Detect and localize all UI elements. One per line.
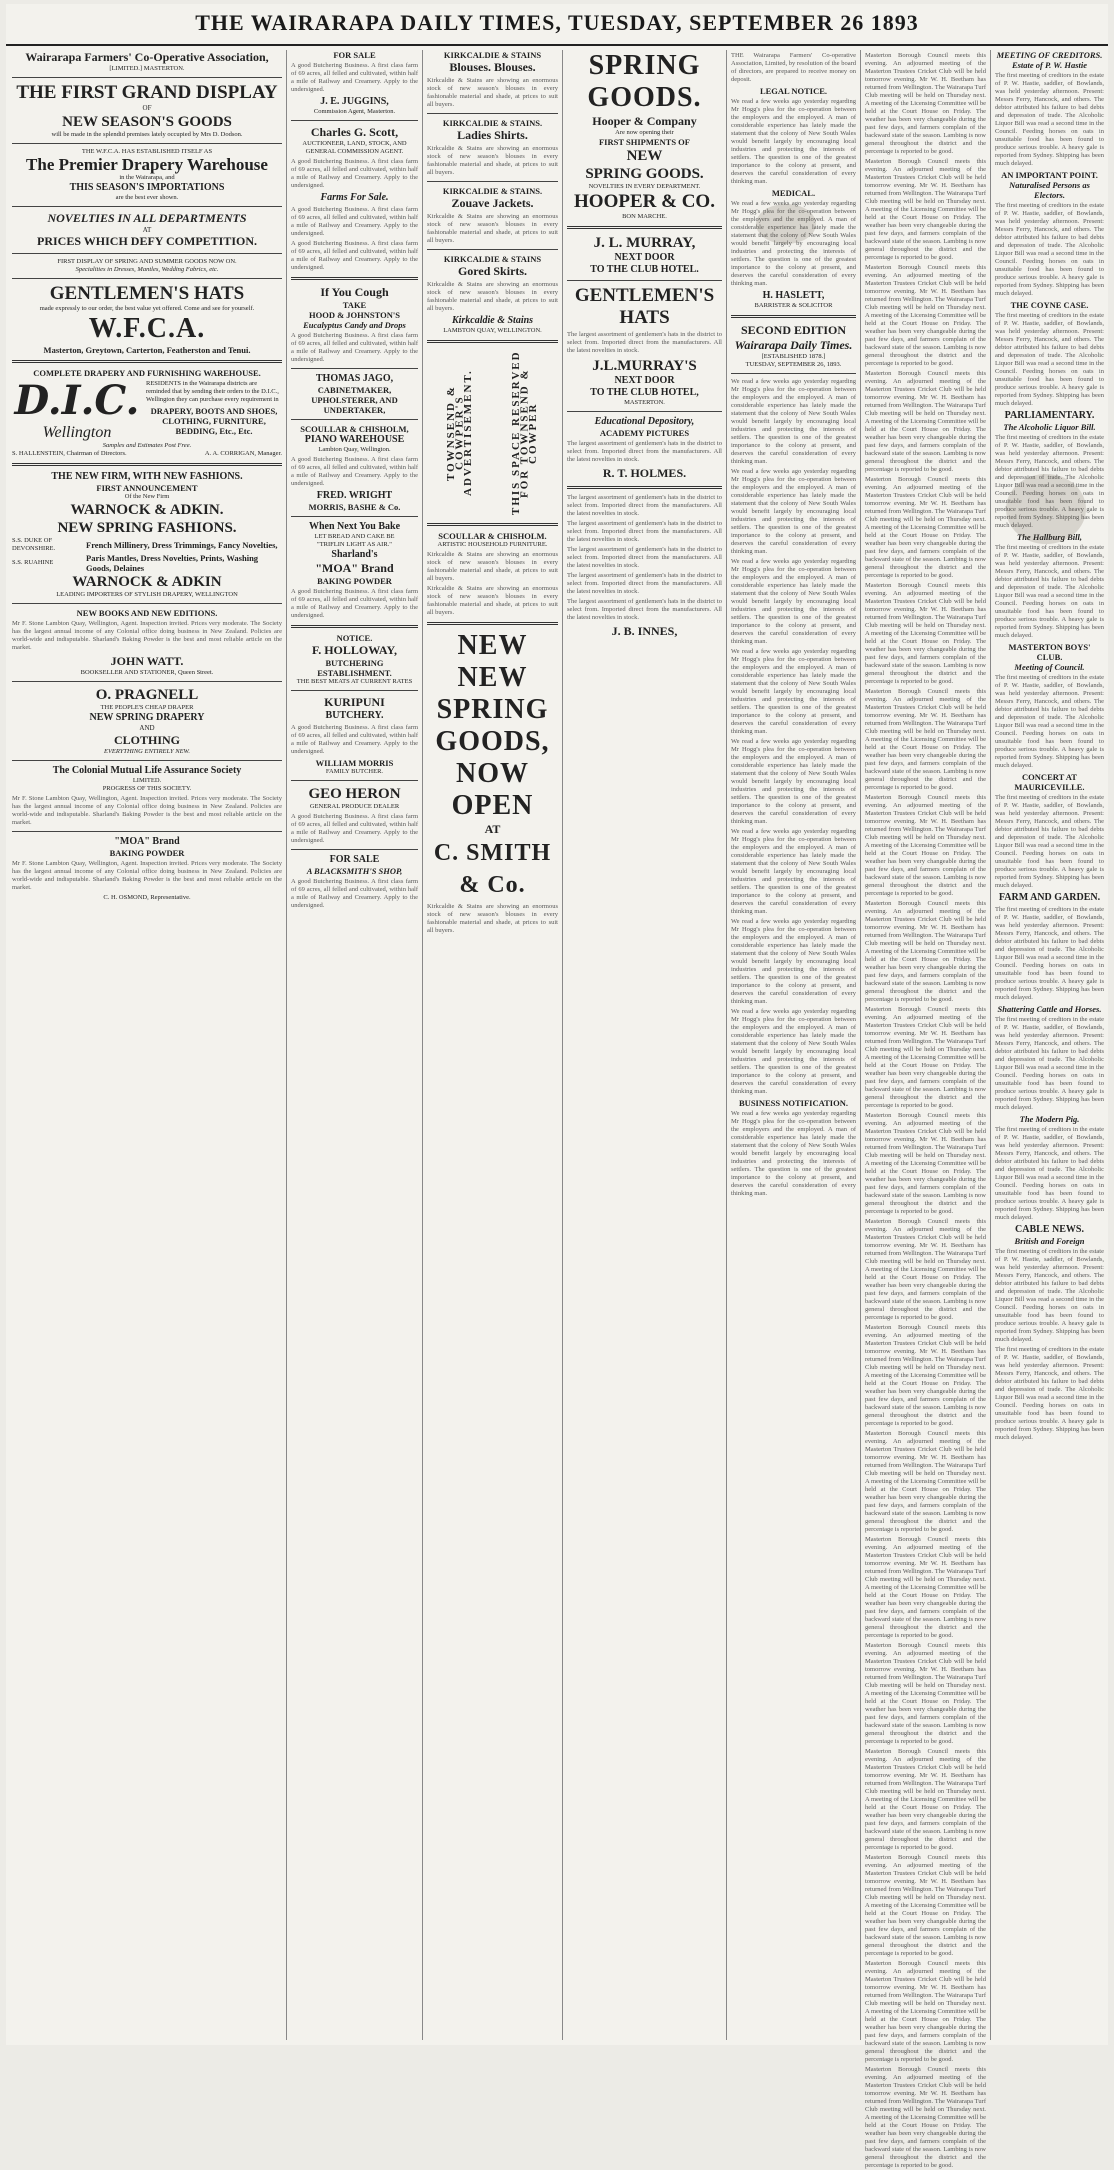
leading-importers: LEADING IMPORTERS OF STYLISH DRAPERY, WELLINGTON [56,591,238,599]
ladies-shirts: Ladies Shirts. [457,128,528,142]
new-2: NEW [457,662,528,693]
when-next-bake: When Next You Bake [308,521,401,532]
gentlemens-hats-col4: GENTLEMEN'S HATS [574,285,715,328]
new-col4: NEW [626,148,663,164]
first-shipments: FIRST SHIPMENTS OF [598,137,690,147]
meeting-council: Meeting of Council. [1014,662,1085,672]
eucalyptus: Eucalyptus Candy and Drops [303,320,406,330]
space-reserved: THIS SPACE RESERVED FOR TOWNSEND & COWPER [510,350,540,516]
column-3 [423,50,563,2040]
leader-2: We read a few weeks ago yesterday regarding Mr Hogg's plea for the co-operation between the employers and the employed. A man of considerable experience has lately made the statement that the colony of New South Wales would benefit largely by encouraging local industries and protecting the interests of settlers. The question is one of the greatest importance to the colony at present, and deserves the careful consideration of every thinking man. [731,468,856,555]
season-sub: will be made in the splendid premises lately occupied by Mrs D. Dodson. [51,130,243,138]
leader-3: We read a few weeks ago yesterday regarding Mr Hogg's plea for the co-operation between the employers and the employed. A man of considerable experience has lately made the statement that the colony of New South Wales would benefit largely by encouraging local industries and protecting the interests of settlers. The question is one of the greatest importance to the colony at present, and deserves the careful consideration of every thinking man. [731,558,856,645]
lambton-col3: LAMBTON QUAY, WELLINGTON. [443,327,542,334]
thomas-jago: THOMAS JAGO, [315,373,394,384]
haslett: H. HASLETT, [762,290,825,301]
books-text: Mr F. Stone Lambton Quay, Wellington, Agent. Inspection invited. Prices very moderate. The Society has the largest annual income of any Colonial office doing business in New Zealand. Policies are world-wide and indisputable. Sharland's Baking Powder is the best and most reliable article on the market. [12,620,282,652]
holloway: F. HOLLOWAY, [311,643,398,657]
baking-text-col2: A good Butchering Business. A first class farm of 69 acres, all felled and cultivated, within half a mile of Railway and Creamery. Apply to the undersigned. [291,588,418,619]
shattering-text: The first meeting of creditors in the estate of P. W. Hastie, saddler, of Bowlands, was held yesterday afternoon. Present: Messrs Ferry, Hancock, and others. The debtor attributed his failure to bad debts and depression of trade. The Alcoholic Liquor Bill was read a second time in the Council. Feeding horses on oats in unsuitable food has been found to produce serious trouble. A heavy gale is reported from Sydney. Shipping has been much delayed. [995,1016,1104,1111]
news-7: Masterton Borough Council meets this evening. An adjourned meeting of the Masterton Trustees Cricket Club will be held tomorrow evening. Mr W. H. Beetham has returned from Wellington. The Wairarapa Turf Club meeting will be held on Thursday next. A meeting of the Licensing Committee will be held at the Court House on Friday. The weather has been very changeable during the past few days, and farmers complain of the backward state of the season. Lambing is now general throughout the district and the percentage is reported to be good. [865,688,986,791]
first-spring: FIRST DISPLAY OF SPRING AND SUMMER GOODS NOW ON. [57,258,237,266]
boys-text: The first meeting of creditors in the estate of P. W. Hastie, saddler, of Bowlands, was held yesterday afternoon. Present: Messrs Ferry, Hancock, and others. The debtor attributed his failure to bad debts and depression of trade. The Alcoholic Liquor Bill was read a second time in the Council. Feeding horses on oats in unsuitable food has been found to produce serious trouble. A heavy gale is reported from Sydney. Shipping has been much delayed. [995,674,1104,769]
news-16: Masterton Borough Council meets this evening. An adjourned meeting of the Masterton Trustees Cricket Club will be held tomorrow evening. Mr W. H. Beetham has returned from Wellington. The Wairarapa Turf Club meeting will be held on Thursday next. A meeting of the Licensing Committee will be held at the Court House on Friday. The weather has been very changeable during the past few days, and farmers complain of the backward state of the season. Lambing is now general throughout the district and the percentage is reported to be good. [865,1642,986,1745]
club-hotel: TO THE CLUB HOTEL. [590,264,699,275]
news-6: Masterton Borough Council meets this evening. An adjourned meeting of the Masterton Trustees Cricket Club will be held tomorrow evening. Mr W. H. Beetham has returned from Wellington. The Wairarapa Turf Club meeting will be held on Thursday next. A meeting of the Licensing Committee will be held at the Court House on Friday. The weather has been very changeable during the past few days, and farmers complain of the backward state of the season. Lambing is now general throughout the district and the percentage is reported to be good. [865,582,986,685]
prices-defy: PRICES WHICH DEFY COMPETITION. [36,234,258,249]
kirkcaldie-3: KIRKCALDIE & STAINS. [442,186,543,196]
assoc-sub: [LIMITED.] MASTERTON. [109,65,185,72]
c-smith: C. SMITH & Co. [433,840,552,898]
spring-col4: SPRING [588,50,701,81]
baking-text: Mr F. Stone Lambton Quay, Wellington, Agent. Inspection invited. Prices very moderate. The Society has the largest annual income of any Colonial office doing business in New Zealand. Policies are world-wide and indisputable. Sharland's Baking Powder is the best and most reliable article on the market. [12,859,282,891]
business-notification: BUSINESS NOTIFICATION. [739,1098,848,1108]
kirkcaldie-1: KIRKCALDIE & STAINS [443,50,542,60]
hooper-company: Hooper & Company [592,114,697,128]
notice: NOTICE. [336,633,373,643]
next-door-2: NEXT DOOR [614,375,675,386]
blouses: Blouses. Blouses. [449,60,536,74]
news-14: Masterton Borough Council meets this evening. An adjourned meeting of the Masterton Trustees Cricket Club will be held tomorrow evening. Mr W. H. Beetham has returned from Wellington. The Wairarapa Turf Club meeting will be held on Thursday next. A meeting of the Licensing Committee will be held at the Court House on Friday. The weather has been very changeable during the past few days, and farmers complain of the backward state of the season. Lambing is now general throughout the district and the percentage is reported to be good. [865,1430,986,1533]
news-1: Masterton Borough Council meets this evening. An adjourned meeting of the Masterton Trustees Cricket Club will be held tomorrow evening. Mr W. H. Beetham has returned from Wellington. The Wairarapa Turf Club meeting will be held on Thursday next. A meeting of the Licensing Committee will be held at the Court House on Friday. The weather has been very changeable during the past few days, and farmers complain of the backward state of the season. Lambing is now general throughout the district and the percentage is reported to be good. [865,52,986,155]
piano-text: A good Butchering Business. A first class farm of 69 acres, all felled and cultivated, within half a mile of Railway and Creamery. Apply to the undersigned. [291,456,418,487]
warnock-adkin-1: WARNOCK & ADKIN. [70,502,224,519]
col4-text-1: The largest assortment of gentlemen's hats in the district to select from. Imported direct from the manufacturers. All the latest novelties in stock. [567,494,722,517]
paper-stain-2 [1006,474,1086,544]
william-morris: WILLIAM MORRIS [315,758,394,768]
scott-text: A good Butchering Business. A first class farm of 69 acres, all felled and cultivated, within half a mile of Railway and Creamery. Apply to the undersigned. [291,158,418,189]
in-wairarapa: in the Wairarapa, and [119,173,175,181]
cough-text: A good Butchering Business. A first class farm of 69 acres, all felled and cultivated, within half a mile of Railway and Creamery. Apply to the undersigned. [291,332,418,363]
news-5: Masterton Borough Council meets this evening. An adjourned meeting of the Masterton Trustees Cricket Club will be held tomorrow evening. Mr W. H. Beetham has returned from Wellington. The Wairarapa Turf Club meeting will be held on Thursday next. A meeting of the Licensing Committee will be held at the Court House on Friday. The weather has been very changeable during the past few days, and farmers complain of the backward state of the season. Lambing is now general throughout the district and the percentage is reported to be good. [865,476,986,579]
new-spring-drapery: NEW SPRING DRAPERY [89,712,205,724]
everything-new: EVERYTHING ENTIRELY NEW. [103,747,190,755]
assoc-heading: Wairarapa Farmers' Co-Operative Association, [25,50,269,64]
novelties: NOVELTIES IN ALL DEPARTMENTS [47,210,247,225]
kirkcaldie-2: KIRKCALDIE & STAINS. [442,118,543,128]
masthead [6,4,1108,46]
scott: Charles G. Scott, [310,125,399,139]
col4-text-4: The largest assortment of gentlemen's hats in the district to select from. Imported direct from the manufacturers. All the latest novelties in stock. [567,572,722,595]
hats-text: The largest assortment of gentlemen's hats in the district to select from. Imported direct from the manufacturers. All the latest novelties in stock. [567,331,722,354]
complete-drapery: COMPLETE DRAPERY AND FURNISHING WAREHOUSE. [33,368,261,379]
business-text: We read a few weeks ago yesterday regarding Mr Hogg's plea for the co-operation between the employers and the employed. A man of considerable experience has lately made the statement that the colony of New South Wales would benefit largely by encouraging local industries and protecting the interests of settlers. The question is one of the greatest importance to the colony at present, and deserves the careful consideration of every thinking man. [731,1110,856,1197]
coyne-text: The first meeting of creditors in the estate of P. W. Hastie, saddler, of Bowlands, was held yesterday afternoon. Present: Messrs Ferry, Hancock, and others. The debtor attributed his failure to bad debts and depression of trade. The Alcoholic Liquor Bill was read a second time in the Council. Feeding horses on oats in unsuitable food has been found to produce serious trouble. A heavy gale is reported from Sydney. Shipping has been much delayed. [995,312,1104,407]
jl-murrays: J.L.MURRAY'S [592,358,697,374]
for-sale-text: A good Butchering Business. A first class farm of 69 acres, all felled and cultivated, within half a mile of Railway and Creamery. Apply to the undersigned. [291,62,418,93]
new-books: NEW BOOKS AND NEW EDITIONS. [76,608,218,619]
new-firm: THE NEW FIRM, WITH NEW FASHIONS. [51,471,243,483]
news-2: Masterton Borough Council meets this evening. An adjourned meeting of the Masterton Trustees Cricket Club will be held tomorrow evening. Mr W. H. Beetham has returned from Wellington. The Wairarapa Turf Club meeting will be held on Thursday next. A meeting of the Licensing Committee will be held at the Court House on Friday. The weather has been very changeable during the past few days, and farmers complain of the backward state of the season. Lambing is now general throughout the district and the percentage is reported to be good. [865,158,986,261]
column-1 [8,50,287,2040]
leader-6: We read a few weeks ago yesterday regarding Mr Hogg's plea for the co-operation between the employers and the employed. A man of considerable experience has lately made the statement that the colony of New South Wales would benefit largely by encouraging local industries and protecting the interests of settlers. The question is one of the greatest importance to the colony at present, and deserves the careful consideration of every thinking man. [731,828,856,915]
colonial-sub: LIMITED. [132,776,162,784]
gored-text: Kirkcaldie & Stains are showing an enormous stock of new season's blouses in every fashionable material and shade, at prices to suit all buyers. [427,281,558,312]
john-watt: JOHN WATT. [110,654,184,669]
french-millinery: French Millinery, Dress Trimmings, Fancy Novelties, [86,540,278,551]
scoullar-text: Kirkcaldie & Stains are showing an enormous stock of new season's blouses in every fashionable material and shade, at prices to suit all buyers. [427,551,558,582]
dept-list: DRAPERY, BOOTS AND SHOES, CLOTHING, FURNITURE, BEDDING, Etc., Etc. [150,406,278,437]
novelties-col4: NOVELTIES IN EVERY DEPARTMENT. [588,183,701,190]
best-meats: THE BEST MEATS AT CURRENT RATES [296,678,413,685]
modern-pig: The Modern Pig. [1019,1114,1080,1124]
estate-hastie: Estate of P. W. Hastie [1011,60,1088,70]
cable-text: The first meeting of creditors in the estate of P. W. Hastie, saddler, of Bowlands, was held yesterday afternoon. Present: Messrs Ferry, Hancock, and others. The debtor attributed his failure to bad debts and depression of trade. The Alcoholic Liquor Bill was read a second time in the Council. Feeding horses on oats in unsuitable food has been found to produce serious trouble. A heavy gale is reported from Sydney. Shipping has been much delayed. [995,1248,1104,1343]
news-9: Masterton Borough Council meets this evening. An adjourned meeting of the Masterton Trustees Cricket Club will be held tomorrow evening. Mr W. H. Beetham has returned from Wellington. The Wairarapa Turf Club meeting will be held on Thursday next. A meeting of the Licensing Committee will be held at the Court House on Friday. The weather has been very changeable during the past few days, and farmers complain of the backward state of the season. Lambing is now general throughout the district and the percentage is reported to be good. [865,900,986,1003]
hallburg-text: The first meeting of creditors in the estate of P. W. Hastie, saddler, of Bowlands, was held yesterday afternoon. Present: Messrs Ferry, Hancock, and others. The debtor attributed his failure to bad debts and depression of trade. The Alcoholic Liquor Bill was read a second time in the Council. Feeding horses on oats in unsuitable food has been found to produce serious trouble. A heavy gale is reported from Sydney. Shipping has been much delayed. [995,544,1104,639]
paris-mantles: Paris Mantles, Dress Novelties, Prints, Washing Goods, Delaines [86,553,259,574]
new-seasons-goods: NEW SEASON'S GOODS [62,113,232,130]
light-as-air: "TRIFLIN LIGHT AS AIR." [317,541,392,548]
hooper-co: HOOPER & CO. [574,191,715,212]
sharlands: Sharland's [331,549,378,560]
scoullar-text-2: Kirkcaldie & Stains are showing an enormous stock of new season's blouses in every fashionable material and shade, at prices to suit all buyers. [427,585,558,616]
cabinetmaker: CABINETMAKER, UPHOLSTERER, AND UNDERTAKER, [311,385,398,415]
farms-text: A good Butchering Business. A first class farm of 69 acres, all felled and cultivated, within half a mile of Railway and Creamery. Apply to the undersigned. [291,206,418,237]
academy-text: The largest assortment of gentlemen's hats in the district to select from. Imported direct from the manufacturers. All the latest novelties in stock. [567,440,722,463]
scott-sub: AUCTIONEER, LAND, STOCK, AND GENERAL COMMISSION AGENT. [302,140,407,155]
geo-heron: GEO HERON [308,786,401,802]
of-new-firm: Of the New Firm [124,493,170,501]
morris-bashe: MORRIS, BASHE & Co. [308,502,401,512]
news-15: Masterton Borough Council meets this evening. An adjourned meeting of the Masterton Trustees Cricket Club will be held tomorrow evening. Mr W. H. Beetham has returned from Wellington. The Wairarapa Turf Club meeting will be held on Thursday next. A meeting of the Licensing Committee will be held at the Court House on Friday. The weather has been very changeable during the past few days, and farmers complain of the backward state of the season. Lambing is now general throughout the district and the percentage is reported to be good. [865,1536,986,1639]
col4-text-5: The largest assortment of gentlemen's hats in the district to select from. Imported direct from the manufacturers. All the latest novelties in stock. [567,598,722,621]
blacksmith-text: A good Butchering Business. A first class farm of 69 acres, all felled and cultivated, within half a mile of Railway and Creamery. Apply to the undersigned. [291,878,418,909]
dic-logo: D.I.C. [14,377,140,425]
gentlemens-hats: GENTLEMEN'S HATS [49,283,245,305]
wfca-notice: THE Wairarapa Farmers' Co-operative Association, Limited, by resolution of the board of directors, are prepared to receive money on deposit. [731,52,856,83]
butchery-text: A good Butchering Business. A first class farm of 69 acres, all felled and cultivated, within half a mile of Railway and Creamery. Apply to the undersigned. [291,724,418,755]
farms-for-sale: Farms For Sale. [320,192,389,203]
osmond: C. H. OSMOND, Representative. [103,893,191,901]
for-sale-2: FOR SALE [329,854,380,865]
concert: CONCERT AT MAURICEVILLE. [1014,772,1085,792]
clothing: CLOTHING [113,732,180,747]
news-4: Masterton Borough Council meets this evening. An adjourned meeting of the Masterton Trustees Cricket Club will be held tomorrow evening. Mr W. H. Beetham has returned from Wellington. The Wairarapa Turf Club meeting will be held on Thursday next. A meeting of the Licensing Committee will be held at the Court House on Friday. The weather has been very changeable during the past few days, and farmers complain of the backward state of the season. Lambing is now general throughout the district and the percentage is reported to be good. [865,370,986,473]
gored-skirts: Gored Skirts. [457,264,528,278]
established: [ESTABLISHED 1878.] [761,353,826,360]
blouses-text: Kirkcaldie & Stains are showing an enormous stock of new season's blouses in every fashionable material and shade, at prices to suit all buyers. [427,77,558,108]
column-4 [563,50,727,2040]
kirkcaldie-5: Kirkcaldie & Stains [451,315,534,326]
column-5 [727,50,861,2040]
residents-text: RESIDENTS in the Wairarapa districts are reminded that by sending their orders to the D.I.C., Wellington they can purchase every requirement in [146,380,279,404]
hats-sub: made expressly to our order, the best value yet offered. Come and see for yourself. [39,305,255,313]
cable-news: CABLE NEWS. [1015,1224,1084,1235]
best-shown: are the best ever shown. [115,193,179,201]
news-10: Masterton Borough Council meets this evening. An adjourned meeting of the Masterton Trustees Cricket Club will be held tomorrow evening. Mr W. H. Beetham has returned from Wellington. The Wairarapa Turf Club meeting will be held on Thursday next. A meeting of the Licensing Committee will be held at the Court House on Friday. The weather has been very changeable during the past few days, and farmers complain of the backward state of the season. Lambing is now general throughout the district and the percentage is reported to be good. [865,1006,986,1109]
moa-brand: "MOA" Brand [114,835,180,847]
daily-times: Wairarapa Daily Times. [734,338,853,352]
barrister: BARRISTER & SOLICITOR [754,302,833,309]
baking-powder-col2: BAKING POWDER [317,576,392,586]
pig-text: The first meeting of creditors in the estate of P. W. Hastie, saddler, of Bowlands, was held yesterday afternoon. Present: Messrs Ferry, Hancock, and others. The debtor attributed his failure to bad debts and depression of trade. The Alcoholic Liquor Bill was read a second time in the Council. Feeding horses on oats in unsuitable food has been found to produce serious trouble. A heavy gale is reported from Sydney. Shipping has been much delayed. [995,1126,1104,1221]
leader-8: We read a few weeks ago yesterday regarding Mr Hogg's plea for the co-operation between the employers and the employed. A man of considerable experience has lately made the statement that the colony of New South Wales would benefit largely by encouraging local industries and protecting the interests of settlers. The question is one of the greatest importance to the colony at present, and deserves the careful consideration of every thinking man. [731,1008,856,1095]
medical-text: We read a few weeks ago yesterday regarding Mr Hogg's plea for the co-operation between the employers and the employed. A man of considerable experience has lately made the statement that the colony of New South Wales would benefit largely by encouraging local industries and protecting the interests of settlers. The question is one of the greatest importance to the colony at present, and deserves the careful consideration of every thinking man. [731,200,856,287]
newspaper-page [6,4,1108,2169]
goods-col4: GOODS. [587,82,702,113]
leader-1: We read a few weeks ago yesterday regarding Mr Hogg's plea for the co-operation between the employers and the employed. A man of considerable experience has lately made the statement that the colony of New South Wales would benefit largely by encouraging local industries and protecting the interests of settlers. The question is one of the greatest importance to the colony at present, and deserves the careful consideration of every thinking man. [731,378,856,465]
alcoholic-text: The first meeting of creditors in the estate of P. W. Hastie, saddler, of Bowlands, was held yesterday afternoon. Present: Messrs Ferry, Hancock, and others. The debtor attributed his failure to bad debts and depression of trade. The Alcoholic Liquor Bill was read a second time in the Council. Feeding horses on oats in unsuitable food has been found to produce serious trouble. A heavy gale is reported from Sydney. Shipping has been much delayed. [995,434,1104,529]
news-19: Masterton Borough Council meets this evening. An adjourned meeting of the Masterton Trustees Cricket Club will be held tomorrow evening. Mr W. H. Beetham has returned from Wellington. The Wairarapa Turf Club meeting will be held on Thursday next. A meeting of the Licensing Committee will be held at the Court House on Friday. The weather has been very changeable during the past few days, and farmers complain of the backward state of the season. Lambing is now general throughout the district and the percentage is reported to be good. [865,1960,986,2063]
towns: Masterton, Greytown, Carterton, Featherston and Tenui. [43,345,251,356]
fred-wright: FRED. WRIGHT [316,490,393,501]
now-open: NOW OPEN [451,758,534,821]
col4-text-2: The largest assortment of gentlemen's hats in the district to select from. Imported direct from the manufacturers. All the latest novelties in stock. [567,520,722,543]
baking-powder: BAKING POWDER [109,847,185,858]
jb-innes: J. B. INNES, [611,624,678,638]
colonial-mutual: The Colonial Mutual Life Assurance Society [52,764,242,776]
wfca-logo: W.F.C.A. [88,313,206,345]
column-7 [991,50,1108,2040]
first-announcement: FIRST ANNOUNCEMENT [96,483,198,494]
legal-notice: LEGAL NOTICE. [759,86,828,96]
ss-duke: S.S. DUKE OF DEVONSHIRE. [12,537,56,553]
at-col3: AT [484,822,501,836]
heron-text: A good Butchering Business. A first class farm of 69 acres, all felled and cultivated, within half a mile of Railway and Creamery. Apply to the undersigned. [291,813,418,844]
bread-cake: LET BREAD AND CAKE BE [314,533,395,540]
first-grand-display: THE FIRST GRAND DISPLAY [16,82,278,103]
zouave-text: Kirkcaldie & Stains are showing an enormous stock of new season's blouses in every fashionable material and shade, at prices to suit all buyers. [427,213,558,244]
club-hotel-2: TO THE CLUB HOTEL, [590,387,699,398]
parliamentary: PARLIAMENTARY. [1004,410,1095,421]
ss-ruahine: S.S. RUAHINE [12,559,54,567]
leader-5: We read a few weeks ago yesterday regarding Mr Hogg's plea for the co-operation between the employers and the employed. A man of considerable experience has lately made the statement that the colony of New South Wales would benefit largely by encouraging local industries and protecting the interests of settlers. The question is one of the greatest importance to the colony at present, and deserves the careful consideration of every thinking man. [731,738,856,825]
lambton-quay: Lambton Quay, Wellington. [318,446,391,453]
john-watt-sub: BOOKSELLER AND STATIONER, Queen Street. [80,669,214,677]
naturalised-text: The first meeting of creditors in the estate of P. W. Hastie, saddler, of Bowlands, was held yesterday afternoon. Present: Messrs Ferry, Hancock, and others. The debtor attributed his failure to bad debts and depression of trade. The Alcoholic Liquor Bill was read a second time in the Council. Feeding horses on oats in unsuitable food has been found to produce serious trouble. A heavy gale is reported from Sydney. Shipping has been much delayed. [995,202,1104,297]
butchering: BUTCHERING ESTABLISHMENT. [317,658,392,678]
hallburg-bill: The Hallburg Bill, [1017,532,1082,542]
coyne-case: THE COYNE CASE. [1010,300,1089,310]
leader-7: We read a few weeks ago yesterday regarding Mr Hogg's plea for the co-operation between the employers and the employed. A man of considerable experience has lately made the statement that the colony of New South Wales would benefit largely by encouraging local industries and protecting the interests of settlers. The question is one of the greatest importance to the colony at present, and deserves the careful consideration of every thinking man. [731,918,856,1005]
family-butcher: FAMILY BUTCHER. [325,768,384,775]
are-now-opening: Are now opening their [615,129,674,136]
second-edition: SECOND EDITION [740,323,847,337]
juggins: J. E. JUGGINS, [320,96,389,107]
progress: PROGRESS OF THIS SOCIETY. [102,784,192,792]
farm-text: The first meeting of creditors in the estate of P. W. Hastie, saddler, of Bowlands, was held yesterday afternoon. Present: Messrs Ferry, Hancock, and others. The debtor attributed his failure to bad debts and depression of trade. The Alcoholic Liquor Bill was read a second time in the Council. Feeding horses on oats in unsuitable food has been found to produce serious trouble. A heavy gale is reported from Sydney. Shipping has been much delayed. [995,906,1104,1001]
new-1: NEW [457,630,528,661]
newspaper-title: THE WAIRARAPA DAILY TIMES, TUESDAY, SEPTEMBER 26 1893 [195,10,919,35]
goods-col3: GOODS, [435,726,550,757]
smith-text: Kirkcaldie & Stains are showing an enormous stock of new season's blouses in every fashionable material and shade, at prices to suit all buyers. [427,903,558,934]
naturalised: Naturalised Persons as Electors. [1009,180,1090,200]
news-3: Masterton Borough Council meets this evening. An adjourned meeting of the Masterton Trustees Cricket Club will be held tomorrow evening. Mr W. H. Beetham has returned from Wellington. The Wairarapa Turf Club meeting will be held on Thursday next. A meeting of the Licensing Committee will be held at the Court House on Friday. The weather has been very changeable during the past few days, and farmers complain of the backward state of the season. Lambing is now general throughout the district and the percentage is reported to be good. [865,264,986,367]
and-text: AND [139,724,155,733]
rt-holmes: R. T. HOLMES. [602,466,687,480]
pragnell-sub: THE PEOPLE'S CHEAP DRAPER [100,704,194,712]
masterton: MASTERTON. [624,399,665,406]
creditors-text: The first meeting of creditors in the estate of P. W. Hastie, saddler, of Bowlands, was held yesterday afternoon. Present: Messrs Ferry, Hancock, and others. The debtor attributed his failure to bad debts and depression of trade. The Alcoholic Liquor Bill was read a second time in the Council. Feeding horses on oats in unsuitable food has been found to produce serious trouble. A heavy gale is reported from Sydney. Shipping has been much delayed. [995,72,1104,167]
at-text: AT [142,225,152,234]
column-2 [287,50,423,2040]
scoullar-col3: SCOULLAR & CHISHOLM. [438,531,547,541]
samples: Samples and Estimates Post Free. [102,442,192,450]
spring-goods-col4: SPRING GOODS. [585,166,704,182]
issue-date: TUESDAY, SEPTEMBER 26, 1893. [745,361,842,368]
important-point: AN IMPORTANT POINT. [1001,170,1098,180]
column-6 [861,50,991,2169]
news-13: Masterton Borough Council meets this evening. An adjourned meeting of the Masterton Trustees Cricket Club will be held tomorrow evening. Mr W. H. Beetham has returned from Wellington. The Wairarapa Turf Club meeting will be held on Thursday next. A meeting of the Licensing Committee will be held at the Court House on Friday. The weather has been very changeable during the past few days, and farmers complain of the backward state of the season. Lambing is now general throughout the district and the percentage is reported to be good. [865,1324,986,1427]
hood-johnston: HOOD & JOHNSTON'S [309,310,400,320]
kuripuni: KURIPUNI [324,695,385,709]
juggins-sub: Commission Agent, Masterton. [313,108,396,115]
news-18: Masterton Borough Council meets this evening. An adjourned meeting of the Masterton Trustees Cricket Club will be held tomorrow evening. Mr W. H. Beetham has returned from Wellington. The Wairarapa Turf Club meeting will be held on Thursday next. A meeting of the Licensing Committee will be held at the Court House on Friday. The weather has been very changeable during the past few days, and farmers complain of the backward state of the season. Lambing is now general throughout the district and the percentage is reported to be good. [865,1854,986,1957]
news-8: Masterton Borough Council meets this evening. An adjourned meeting of the Masterton Trustees Cricket Club will be held tomorrow evening. Mr W. H. Beetham has returned from Wellington. The Wairarapa Turf Club meeting will be held on Thursday next. A meeting of the Licensing Committee will be held at the Court House on Friday. The weather has been very changeable during the past few days, and farmers complain of the backward state of the season. Lambing is now general throughout the district and the percentage is reported to be good. [865,794,986,897]
specialities: Specialities in Dresses, Mantles, Wedding Fabrics, etc. [75,266,219,274]
imports: THIS SEASON'S IMPORTATIONS [69,181,225,193]
spring-col3: SPRING [436,694,549,725]
piano-warehouse: PIANO WAREHOUSE [304,434,405,445]
boys-club: MASTERTON BOYS' CLUB. [1008,642,1091,662]
if-you-cough: If You Cough [320,285,389,299]
take: TAKE [342,300,367,310]
col4-text-3: The largest assortment of gentlemen's hats in the district to select from. Imported direct from the manufacturers. All the latest novelties in stock. [567,546,722,569]
new-spring-fashions: NEW SPRING FASHIONS. [57,520,237,537]
concert-text: The first meeting of creditors in the estate of P. W. Hastie, saddler, of Bowlands, was held yesterday afternoon. Present: Messrs Ferry, Hancock, and others. The debtor attributed his failure to bad debts and depression of trade. The Alcoholic Liquor Bill was read a second time in the Council. Feeding horses on oats in unsuitable food has been found to produce serious trouble. A heavy gale is reported from Sydney. Shipping has been much delayed. [995,794,1104,889]
colonial-text: Mr F. Stone Lambton Quay, Wellington, Agent. Inspection invited. Prices very moderate. The Society has the largest annual income of any Colonial office doing business in New Zealand. Policies are world-wide and indisputable. Sharland's Baking Powder is the best and most reliable article on the market. [12,794,282,826]
scoullar-col2: SCOULLAR & CHISHOLM, [300,424,409,434]
hallenstein: S. HALLENSTEIN, Chairman of Directors. [12,450,127,458]
moa-brand-col2: "MOA" Brand [315,561,394,575]
meeting-creditors: MEETING OF CREDITORS. [996,50,1103,60]
jl-murray: J. L. MURRAY, [593,235,696,251]
alcoholic-bill: The Alcoholic Liquor Bill. [1003,422,1096,432]
blacksmith: A BLACKSMITH'S SHOP, [306,866,403,876]
heron-sub: GENERAL PRODUCE DEALER [309,803,400,810]
kirkcaldie-4: KIRKCALDIE & STAINS [443,254,542,264]
news-17: Masterton Borough Council meets this evening. An adjourned meeting of the Masterton Trustees Cricket Club will be held tomorrow evening. Mr W. H. Beetham has returned from Wellington. The Wairarapa Turf Club meeting will be held on Thursday next. A meeting of the Licensing Committee will be held at the Court House on Friday. The weather has been very changeable during the past few days, and farmers complain of the backward state of the season. Lambing is now general throughout the district and the percentage is reported to be good. [865,1748,986,1851]
wfca-est: THE W.F.C.A. HAS ESTABLISHED ITSELF AS [81,147,213,155]
pragnell: O. PRAGNELL [95,687,199,704]
british-foreign: British and Foreign [1014,1236,1085,1246]
scoullar-sub: ARTISTIC HOUSEHOLD FURNITURE. [437,541,548,548]
academy-pictures: ACADEMY PICTURES [599,428,690,438]
warnock-adkin-2: WARNOCK & ADKIN [72,574,222,591]
premier-drapery: The Premier Drapery Warehouse [26,154,268,174]
cable-text-2: The first meeting of creditors in the estate of P. W. Hastie, saddler, of Bowlands, was held yesterday afternoon. Present: Messrs Ferry, Hancock, and others. The debtor attributed his failure to bad debts and depression of trade. The Alcoholic Liquor Bill was read a second time in the Council. Feeding horses on oats in unsuitable food has been found to produce serious trouble. A heavy gale is reported from Sydney. Shipping has been much delayed. [995,1346,1104,1441]
legal-text: We read a few weeks ago yesterday regarding Mr Hogg's plea for the co-operation between the employers and the employed. A man of considerable experience has lately made the statement that the colony of New South Wales would benefit largely by encouraging local industries and protecting the interests of settlers. The question is one of the greatest importance to the colony at present, and deserves the careful consideration of every thinking man. [731,98,856,185]
dic-wellington: Wellington [42,424,112,442]
next-door: NEXT DOOR [614,252,675,263]
butchery: BUTCHERY. [325,710,384,721]
of-text: OF [142,104,152,112]
farms-text-2: A good Butchering Business. A first class farm of 69 acres, all felled and cultivated, within half a mile of Railway and Creamery. Apply to the undersigned. [291,240,418,271]
farm-garden: FARM AND GARDEN. [998,892,1101,903]
manager: A. A. CORRIGAN, Manager. [204,450,282,458]
medical: MEDICAL. [771,188,816,198]
ladies-text: Kirkcaldie & Stains are showing an enormous stock of new season's blouses in every fashionable material and shade, at prices to suit all buyers. [427,145,558,176]
zouave-jackets: Zouave Jackets. [451,196,534,210]
bon-marche: BON MARCHE. [622,213,667,220]
paper-stain [756,204,816,244]
news-20: Masterton Borough Council meets this evening. An adjourned meeting of the Masterton Trustees Cricket Club will be held tomorrow evening. Mr W. H. Beetham has returned from Wellington. The Wairarapa Turf Club meeting will be held on Thursday next. A meeting of the Licensing Committee will be held at the Court House on Friday. The weather has been very changeable during the past few days, and farmers complain of the backward state of the season. Lambing is now general throughout the district and the percentage is reported to be good. [865,2066,986,2169]
news-11: Masterton Borough Council meets this evening. An adjourned meeting of the Masterton Trustees Cricket Club will be held tomorrow evening. Mr W. H. Beetham has returned from Wellington. The Wairarapa Turf Club meeting will be held on Thursday next. A meeting of the Licensing Committee will be held at the Court House on Friday. The weather has been very changeable during the past few days, and farmers complain of the backward state of the season. Lambing is now general throughout the district and the percentage is reported to be good. [865,1112,986,1215]
educational-depository: Educational Depository, [594,416,695,427]
news-12: Masterton Borough Council meets this evening. An adjourned meeting of the Masterton Trustees Cricket Club will be held tomorrow evening. Mr W. H. Beetham has returned from Wellington. The Wairarapa Turf Club meeting will be held on Thursday next. A meeting of the Licensing Committee will be held at the Court House on Friday. The weather has been very changeable during the past few days, and farmers complain of the backward state of the season. Lambing is now general throughout the district and the percentage is reported to be good. [865,1218,986,1321]
townsend-ad: TOWNSEND & COWPER'S ADVERTISEMENT. [444,369,475,497]
shattering: Shattering Cattle and Horses. [997,1004,1102,1014]
leader-4: We read a few weeks ago yesterday regarding Mr Hogg's plea for the co-operation between the employers and the employed. A man of considerable experience has lately made the statement that the colony of New South Wales would benefit largely by encouraging local industries and protecting the interests of settlers. The question is one of the greatest importance to the colony at present, and deserves the careful consideration of every thinking man. [731,648,856,735]
for-sale: FOR SALE [333,50,376,60]
